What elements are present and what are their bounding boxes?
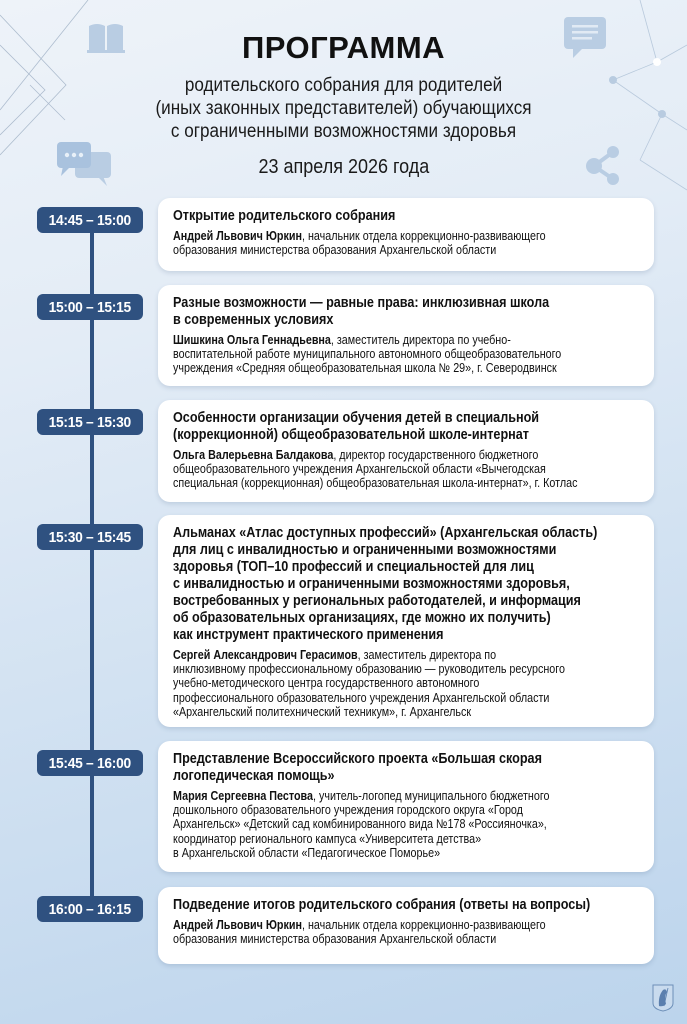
agenda-title-line: Альманах «Атлас доступных профессий» (Архангельская область): [173, 525, 598, 541]
time-badge: [37, 750, 143, 776]
agenda-description-line: дошкольного образовательного учреждения городского округа «Город: [173, 803, 523, 818]
speaker-name: Мария Сергеевна Пестова: [173, 789, 313, 803]
agenda-description: [173, 229, 654, 257]
emblem-icon: [652, 984, 674, 1012]
agenda-card: [158, 887, 654, 964]
agenda-description-line: инклюзивному профессиональному образованию — руководитель ресурсного: [173, 662, 565, 677]
time-label: 15:30 – 15:45: [48, 528, 132, 546]
subtitle-line: родительского собрания для родителей: [184, 75, 503, 96]
agenda-description-line: профессионального образовательного учреждения Архангельской области: [173, 690, 550, 705]
agenda-description-line: воспитательной работе муниципального автономного общеобразовательного: [173, 347, 562, 362]
agenda-title-line: об образовательных организациях, где можно их получить): [173, 610, 551, 626]
agenda-description: [173, 648, 654, 719]
agenda-title: [173, 295, 654, 329]
agenda-title-line: для лиц с инвалидностью и ограниченными возможностями: [173, 542, 557, 558]
agenda-description-line: специальная (коррекционная) общеобразовательная школа-интернат», г. Котлас: [173, 476, 578, 491]
time-badge: [37, 524, 143, 550]
page-subtitle: [0, 74, 687, 143]
time-label: 15:15 – 15:30: [48, 413, 132, 431]
speaker-name: Ольга Валерьевна Балдакова: [173, 448, 334, 462]
agenda-description-line: в Архангельской области «Педагогическое Поморье»: [173, 845, 441, 860]
agenda-card: [158, 515, 654, 727]
speaker-role: , начальник отдела коррекционно-развивающего: [301, 229, 546, 243]
speaker-name: Андрей Львович Юркин: [173, 229, 302, 243]
speaker-role: , директор государственного бюджетного: [333, 448, 539, 462]
agenda-description-line: учебно-методического центра государственного автономного: [173, 676, 480, 691]
agenda-title-line: востребованных у региональных работодателей, и информация: [173, 593, 581, 609]
agenda-title: [173, 897, 654, 914]
agenda-description-line: [173, 789, 587, 803]
page-title: ПРОГРАММА: [241, 30, 446, 65]
time-label: 14:45 – 15:00: [48, 211, 132, 229]
agenda-description-line: [173, 448, 587, 462]
agenda-title-line: логопедическая помощь»: [173, 768, 335, 784]
time-badge: [37, 409, 143, 435]
agenda-description-line: общеобразовательного учреждения Архангельской области «Вычегодская: [173, 462, 546, 477]
agenda-title-line: (коррекционной) общеобразовательной школе-интернат: [173, 427, 529, 443]
agenda-description-line: образования министерства образования Архангельской области: [173, 932, 497, 947]
agenda-description-line: [173, 918, 587, 932]
agenda-description-line: «Архангельский политехнический техникум», г. Архангельск: [173, 704, 472, 719]
agenda-title-line: Представление Всероссийского проекта «Большая скорая: [173, 751, 542, 767]
time-label: 15:45 – 16:00: [48, 754, 132, 772]
agenda-description-line: образования министерства образования Архангельской области: [173, 243, 497, 258]
agenda-description-line: [173, 648, 587, 662]
speaker-role: , учитель-логопед муниципального бюджетного: [312, 789, 550, 803]
agenda-description-line: [173, 333, 587, 347]
agenda-card: [158, 741, 654, 872]
subtitle-line: (иных законных представителей) обучающихся: [155, 98, 532, 119]
speaker-role: , заместитель директора по: [357, 648, 497, 662]
agenda-description-line: учреждения «Средняя общеобразовательная школа № 29», г. Северодвинск: [173, 361, 557, 376]
speaker-role: , заместитель директора по учебно-: [330, 333, 511, 347]
agenda-description: [173, 789, 654, 860]
agenda-title-line: здоровья (ТОП–10 профессий и специальностей для лиц: [173, 559, 534, 575]
speaker-name: Сергей Александрович Герасимов: [173, 648, 358, 662]
agenda-description: [173, 448, 654, 491]
agenda-title-line: с инвалидностью и ограниченными возможностями здоровья,: [173, 576, 570, 592]
time-label: 16:00 – 16:15: [48, 900, 132, 918]
agenda-description-line: Архангельск» «Детский сад комбинированного вида №178 «Россияночка»,: [173, 817, 547, 832]
agenda-title-line: Особенности организации обучения детей в специальной: [173, 410, 540, 426]
agenda-description-line: [173, 229, 587, 243]
agenda-title-line: Подведение итогов родительского собрания (ответы на вопросы): [173, 897, 591, 913]
speaker-name: Шишкина Ольга Геннадьевна: [173, 333, 331, 347]
agenda-card: [158, 400, 654, 502]
agenda-description: [173, 918, 654, 946]
agenda-title: [173, 751, 654, 785]
agenda-title-line: Разные возможности — равные права: инклюзивная школа: [173, 295, 550, 311]
agenda-title-line: в современных условиях: [173, 312, 334, 328]
subtitle-line: с ограниченными возможностями здоровья: [170, 121, 517, 142]
speaker-name: Андрей Львович Юркин: [173, 918, 302, 932]
agenda-title-line: Открытие родительского собрания: [173, 208, 396, 224]
time-badge: [37, 294, 143, 320]
agenda-description: [173, 333, 654, 376]
speaker-role: , начальник отдела коррекционно-развивающего: [301, 918, 546, 932]
time-label: 15:00 – 15:15: [48, 298, 132, 316]
agenda-title-line: как инструмент практического применения: [173, 627, 444, 643]
agenda-title: [173, 208, 654, 225]
time-badge: [37, 896, 143, 922]
agenda-card: [158, 285, 654, 386]
event-date: 23 апреля 2026 года: [258, 156, 429, 178]
agenda-title: [173, 525, 654, 644]
agenda-title: [173, 410, 654, 444]
agenda-description-line: координатор регионального кампуса «Университета детства»: [173, 831, 482, 846]
time-badge: [37, 207, 143, 233]
agenda-card: [158, 198, 654, 271]
